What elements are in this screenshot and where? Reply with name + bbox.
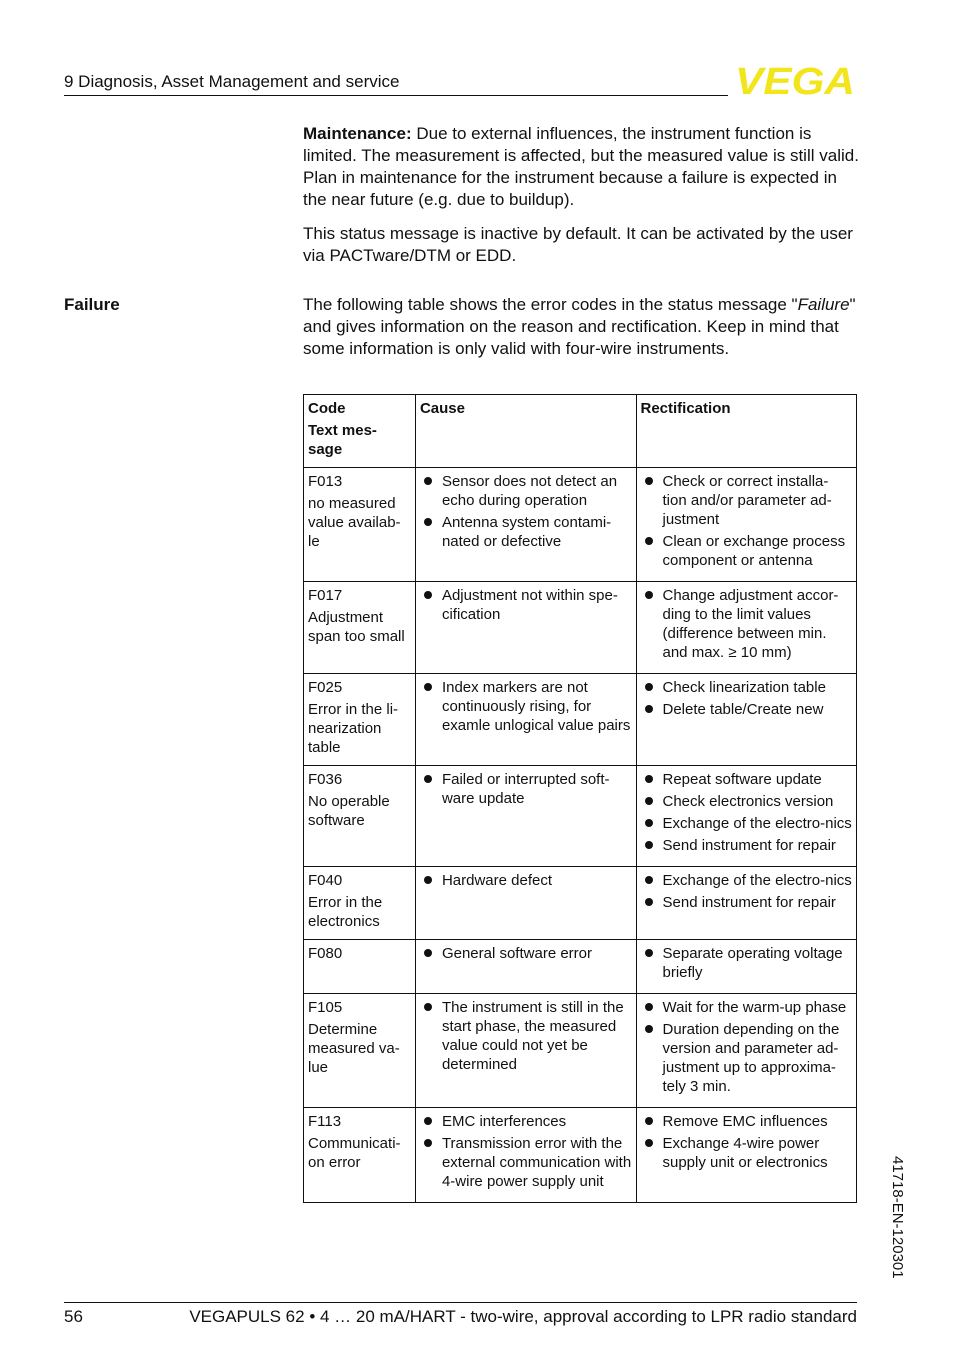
maintenance-paragraph bbox=[303, 123, 863, 211]
error-code: F113 bbox=[308, 1113, 342, 1130]
table-header-row bbox=[304, 395, 857, 468]
table-row bbox=[304, 468, 857, 582]
table-row bbox=[304, 940, 857, 994]
maintenance-text: Due to external influences, the instrument function is limited. The measurement is affected, but the measured value is still valid. Plan in maintenance for the instrument because a failure is expected in the near future (e.g. due to buildup). bbox=[303, 124, 859, 209]
footer-title: VEGAPULS 62 • 4 … 20 mA/HART - two-wire, approval according to LPR radio standard bbox=[189, 1307, 857, 1326]
rectification-item: Wait for the warm-up phase bbox=[641, 998, 853, 1017]
rectification-item: Duration depending on the version and parameter ad-justment up to approxima-tely 3 min. bbox=[641, 1020, 853, 1096]
code-cell bbox=[304, 674, 416, 766]
vega-logo-text: VEGA bbox=[735, 64, 855, 98]
rectification-item: Check electronics version bbox=[641, 792, 853, 811]
code-cell bbox=[304, 1108, 416, 1203]
page-number: 56 bbox=[64, 1307, 83, 1326]
code-cell bbox=[304, 766, 416, 867]
cause-cell bbox=[415, 1108, 636, 1203]
rectification-item: Separate operating voltage briefly bbox=[641, 944, 853, 982]
rectification-list bbox=[641, 678, 853, 719]
error-text-message: Error in the electronics bbox=[308, 894, 383, 930]
rectification-list bbox=[641, 998, 853, 1096]
cause-cell bbox=[415, 468, 636, 582]
cause-list bbox=[420, 586, 632, 624]
error-code: F080 bbox=[308, 945, 343, 962]
cause-list bbox=[420, 770, 632, 808]
error-text-message: No operable software bbox=[308, 793, 390, 829]
code-cell bbox=[304, 994, 416, 1108]
chapter-title: 9 Diagnosis, Asset Management and service bbox=[64, 72, 400, 91]
rectification-item: Clean or exchange process component or antenna bbox=[641, 532, 853, 570]
error-code: F040 bbox=[308, 872, 343, 889]
error-text-message: no measured value availab-le bbox=[308, 495, 401, 550]
rectification-item: Send instrument for repair bbox=[641, 893, 853, 912]
cause-list bbox=[420, 944, 632, 963]
error-code: F017 bbox=[308, 587, 343, 604]
rectification-cell bbox=[636, 1108, 857, 1203]
error-code-table bbox=[303, 394, 857, 1203]
cause-list bbox=[420, 871, 632, 890]
cause-item: General software error bbox=[420, 944, 632, 963]
cause-item: Hardware defect bbox=[420, 871, 632, 890]
rectification-cell bbox=[636, 468, 857, 582]
header-code: Code bbox=[308, 400, 346, 417]
table-row bbox=[304, 674, 857, 766]
table-row bbox=[304, 994, 857, 1108]
error-code: F025 bbox=[308, 679, 343, 696]
cause-item: Adjustment not within spe-cification bbox=[420, 586, 632, 624]
table-row bbox=[304, 1108, 857, 1203]
error-text-message: Error in the li-nearization table bbox=[308, 701, 399, 756]
cause-cell bbox=[415, 994, 636, 1108]
cause-item: Transmission error with the external communication with 4-wire power supply unit bbox=[420, 1134, 632, 1191]
rectification-item: Check linearization table bbox=[641, 678, 853, 697]
header-code-cell bbox=[304, 395, 416, 468]
header-rectification: Rectification bbox=[636, 395, 857, 468]
rectification-item: Delete table/Create new bbox=[641, 700, 853, 719]
failure-intro-italic: Failure bbox=[797, 295, 850, 314]
error-code: F013 bbox=[308, 473, 343, 490]
footer-rule bbox=[64, 1302, 857, 1303]
error-code: F105 bbox=[308, 999, 343, 1016]
table-row bbox=[304, 867, 857, 940]
failure-intro bbox=[303, 294, 863, 360]
document-id: 41718-EN-120301 bbox=[889, 1156, 906, 1279]
rectification-cell bbox=[636, 940, 857, 994]
vega-logo bbox=[735, 64, 857, 103]
rectification-list bbox=[641, 944, 853, 982]
table-row bbox=[304, 582, 857, 674]
code-cell bbox=[304, 468, 416, 582]
rectification-list bbox=[641, 1112, 853, 1172]
header-text-message: Text mes- sage bbox=[308, 422, 377, 458]
cause-list bbox=[420, 472, 632, 551]
rectification-item: Send instrument for repair bbox=[641, 836, 853, 855]
error-text-message: Adjustment span too small bbox=[308, 609, 405, 645]
code-cell bbox=[304, 582, 416, 674]
rectification-cell bbox=[636, 766, 857, 867]
failure-intro-before: The following table shows the error codes in the status message " bbox=[303, 295, 798, 314]
cause-cell bbox=[415, 582, 636, 674]
cause-item: The instrument is still in the start phase, the measured value could not yet be determined bbox=[420, 998, 632, 1074]
cause-item: Failed or interrupted soft-ware update bbox=[420, 770, 632, 808]
cause-item: Sensor does not detect an echo during operation bbox=[420, 472, 632, 510]
code-cell bbox=[304, 940, 416, 994]
cause-list bbox=[420, 1112, 632, 1191]
rectification-item: Change adjustment accor-ding to the limit values (difference between min. and max. ≥ 10 mm) bbox=[641, 586, 853, 662]
cause-item: Index markers are not continuously rising, for examle unlogical value pairs bbox=[420, 678, 632, 735]
rectification-cell bbox=[636, 867, 857, 940]
rectification-item: Exchange of the electro-nics bbox=[641, 871, 853, 890]
failure-intro-after: " and gives information on the reason and rectification. Keep in mind that some information is only valid with four-wire instruments. bbox=[303, 295, 856, 358]
cause-list bbox=[420, 998, 632, 1074]
header-cause: Cause bbox=[415, 395, 636, 468]
inactive-note: This status message is inactive by default. It can be activated by the user via PACTware/DTM or EDD. bbox=[303, 224, 853, 265]
rectification-cell bbox=[636, 994, 857, 1108]
error-code: F036 bbox=[308, 771, 343, 788]
rectification-item: Exchange 4-wire power supply unit or electronics bbox=[641, 1134, 853, 1172]
rectification-item: Check or correct installa-tion and/or parameter ad-justment bbox=[641, 472, 853, 529]
cause-cell bbox=[415, 766, 636, 867]
cause-list bbox=[420, 678, 632, 735]
rectification-list bbox=[641, 586, 853, 662]
error-text-message: Communicati-on error bbox=[308, 1135, 401, 1171]
cause-cell bbox=[415, 674, 636, 766]
error-text-message: Determine measured va-lue bbox=[308, 1021, 400, 1076]
rectification-list bbox=[641, 770, 853, 855]
table-row bbox=[304, 766, 857, 867]
rectification-list bbox=[641, 472, 853, 570]
cause-cell bbox=[415, 867, 636, 940]
rectification-list bbox=[641, 871, 853, 912]
cause-item: Antenna system contami-nated or defective bbox=[420, 513, 632, 551]
rectification-item: Remove EMC influences bbox=[641, 1112, 853, 1131]
cause-item: EMC interferences bbox=[420, 1112, 632, 1131]
rectification-item: Exchange of the electro-nics bbox=[641, 814, 853, 833]
code-cell bbox=[304, 867, 416, 940]
header-rule bbox=[64, 95, 728, 96]
table-body bbox=[304, 468, 857, 1203]
rectification-item: Repeat software update bbox=[641, 770, 853, 789]
cause-cell bbox=[415, 940, 636, 994]
rectification-cell bbox=[636, 674, 857, 766]
maintenance-label: Maintenance: bbox=[303, 124, 412, 143]
rectification-cell bbox=[636, 582, 857, 674]
failure-side-label: Failure bbox=[64, 295, 120, 314]
